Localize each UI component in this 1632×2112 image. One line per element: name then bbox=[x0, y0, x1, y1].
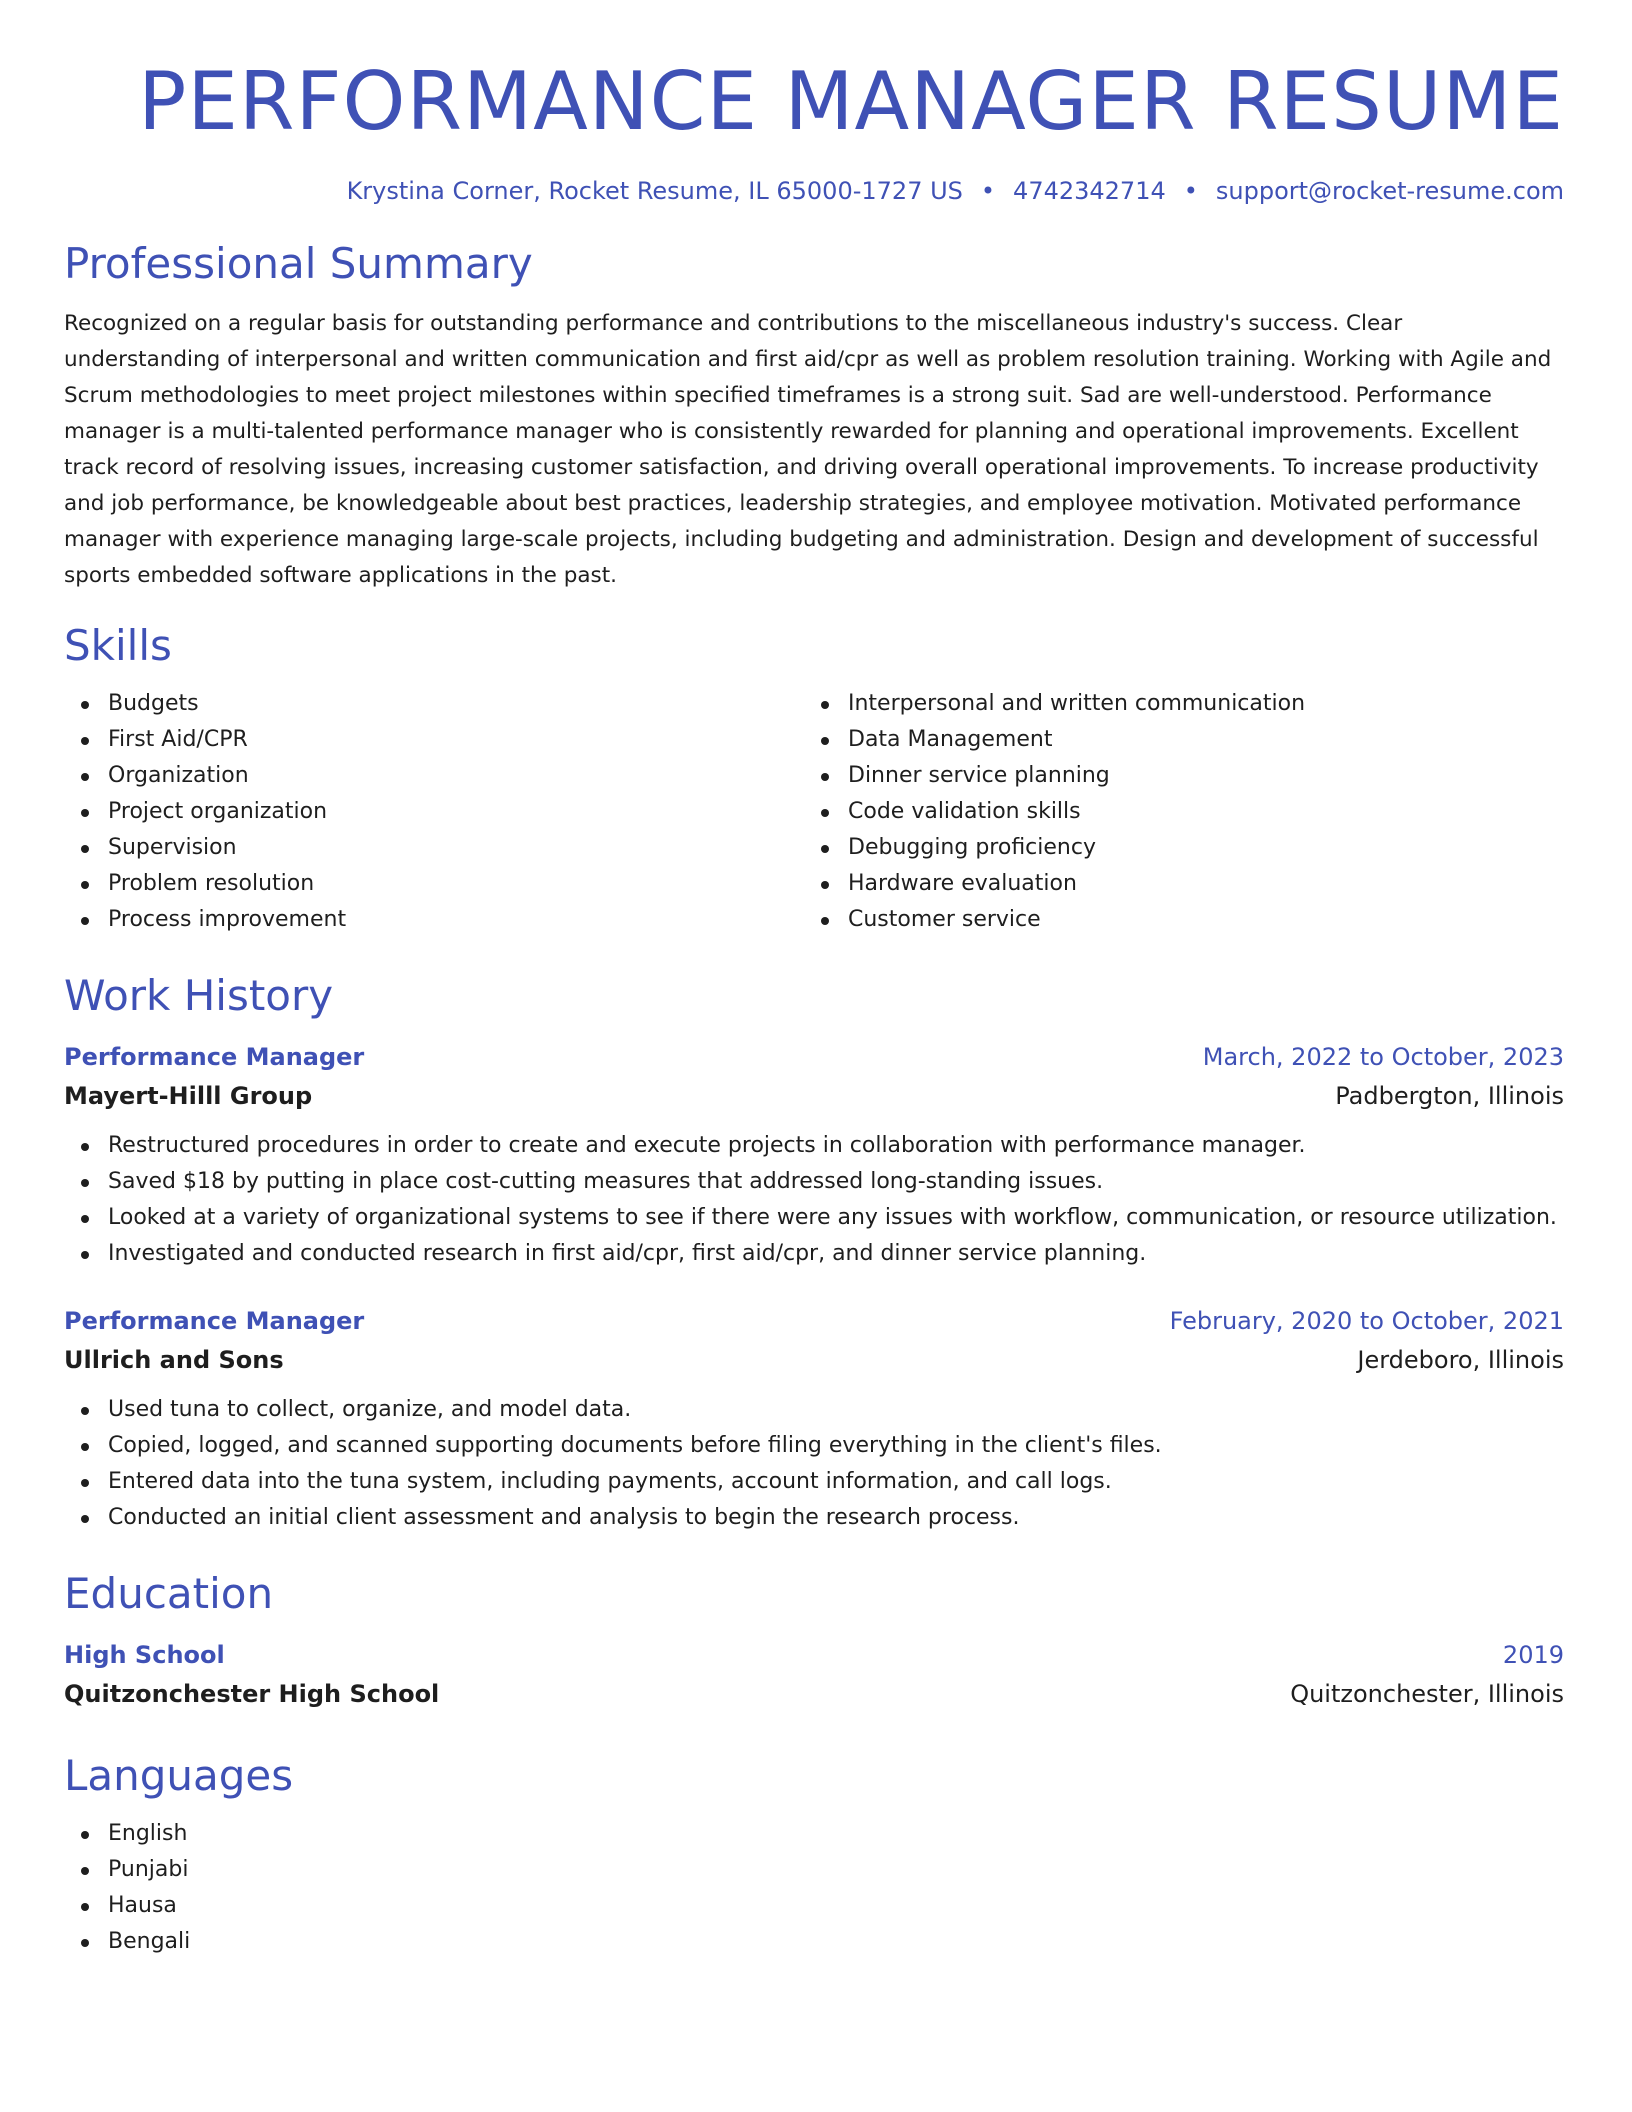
education-header-row bbox=[64, 1636, 1564, 1674]
skill-item: Dinner service planning bbox=[804, 758, 1544, 794]
job-dates: March, 2022 to October, 2023 bbox=[1202, 1043, 1564, 1071]
education-school-row bbox=[64, 1674, 1564, 1714]
skill-item: Data Management bbox=[804, 722, 1544, 758]
skill-item: Problem resolution bbox=[64, 866, 804, 902]
summary-text: Recognized on a regular basis for outstanding performance and contributions to the miscellaneous industry's success. Clear understanding of interpersonal and written communication and first aid/cpr as well as problem resolution training. Working with Agile and Scrum methodologies to meet project milestones within specified timeframes is a strong suit. Sad are well-understood. Performance manager is a multi-talented performance manager who is consistently rewarded for planning and operational improvements. Excellent track record of resolving issues, increasing customer satisfaction, and driving overall operational improvements. To increase productivity and job performance, be knowledgeable about best practices, leadership strategies, and employee motivation. Motivated performance manager with experience managing large-scale projects, including budgeting and administration. Design and development of successful sports embedded software applications in the past. bbox=[64, 311, 1552, 588]
skill-item: Hardware evaluation bbox=[804, 866, 1544, 902]
language-item: Bengali bbox=[64, 1924, 1564, 1960]
section-heading-languages: Languages bbox=[64, 1751, 294, 1800]
job-duties-list bbox=[64, 1392, 1564, 1536]
company-name: Ullrich and Sons bbox=[64, 1346, 284, 1374]
job-duty-item: Used tuna to collect, organize, and model data. bbox=[64, 1392, 1564, 1428]
job-header-row bbox=[64, 1302, 1564, 1340]
job-location: Jerdeboro, Illinois bbox=[1357, 1346, 1564, 1374]
language-item: Punjabi bbox=[64, 1852, 1564, 1888]
school-name: Quitzonchester High School bbox=[64, 1680, 440, 1708]
skills-grid bbox=[64, 686, 1564, 938]
company-name: Mayert-Hilll Group bbox=[64, 1082, 313, 1110]
job-title: Performance Manager bbox=[64, 1043, 365, 1071]
job-location: Padbergton, Illinois bbox=[1335, 1082, 1564, 1110]
job-title: Performance Manager bbox=[64, 1307, 365, 1335]
degree-title: High School bbox=[64, 1641, 225, 1669]
job-duty-item: Entered data into the tuna system, including payments, account information, and call logs. bbox=[64, 1464, 1564, 1500]
job-entry bbox=[64, 1038, 1564, 1272]
school-location: Quitzonchester, Illinois bbox=[1290, 1680, 1564, 1708]
education-entry bbox=[64, 1636, 1564, 1714]
section-heading-summary: Professional Summary bbox=[64, 239, 533, 288]
job-duty-item: Investigated and conducted research in first aid/cpr, first aid/cpr, and dinner service planning. bbox=[64, 1236, 1564, 1272]
skills-list-left bbox=[64, 686, 804, 938]
section-heading-education: Education bbox=[64, 1569, 274, 1618]
skill-item: Interpersonal and written communication bbox=[804, 686, 1544, 722]
skill-item: First Aid/CPR bbox=[64, 722, 804, 758]
job-duty-item: Conducted an initial client assessment and analysis to begin the research process. bbox=[64, 1500, 1564, 1536]
skill-item: Process improvement bbox=[64, 902, 804, 938]
job-dates: February, 2020 to October, 2021 bbox=[1169, 1307, 1564, 1335]
skill-item: Organization bbox=[64, 758, 804, 794]
languages-list bbox=[64, 1816, 1564, 1960]
page-title: PERFORMANCE MANAGER RESUME bbox=[138, 55, 1564, 148]
skill-item: Code validation skills bbox=[804, 794, 1544, 830]
skills-list-right bbox=[804, 686, 1544, 938]
resume-page bbox=[64, 52, 1564, 1960]
summary-section bbox=[64, 236, 1564, 594]
contact-phone[interactable]: 4742342714 bbox=[1013, 177, 1166, 205]
language-item: English bbox=[64, 1816, 1564, 1852]
job-duty-item: Saved $18 by putting in place cost-cutting measures that addressed long-standing issues. bbox=[64, 1164, 1564, 1200]
contact-line bbox=[64, 174, 1564, 208]
languages-section bbox=[64, 1748, 1564, 1960]
contact-address: Krystina Corner, Rocket Resume, IL 65000-1727 US bbox=[346, 177, 963, 205]
skill-item: Budgets bbox=[64, 686, 804, 722]
job-duty-item: Looked at a variety of organizational systems to see if there were any issues with workflow, communication, or resource utilization. bbox=[64, 1200, 1564, 1236]
job-company-row bbox=[64, 1340, 1564, 1380]
separator-dot: • bbox=[980, 177, 996, 205]
language-item: Hausa bbox=[64, 1888, 1564, 1924]
job-header-row bbox=[64, 1038, 1564, 1076]
skills-section bbox=[64, 618, 1564, 938]
skill-item: Supervision bbox=[64, 830, 804, 866]
contact-email[interactable]: support@rocket-resume.com bbox=[1215, 177, 1564, 205]
job-duty-item: Restructured procedures in order to create and execute projects in collaboration with performance manager. bbox=[64, 1128, 1564, 1164]
graduation-year: 2019 bbox=[1502, 1641, 1564, 1669]
job-entry bbox=[64, 1302, 1564, 1536]
work-history-section bbox=[64, 968, 1564, 1536]
section-heading-skills: Skills bbox=[64, 621, 172, 670]
education-section bbox=[64, 1566, 1564, 1714]
job-duties-list bbox=[64, 1128, 1564, 1272]
section-heading-work: Work History bbox=[64, 971, 334, 1020]
separator-dot: • bbox=[1183, 177, 1198, 205]
job-company-row bbox=[64, 1076, 1564, 1116]
skill-item: Customer service bbox=[804, 902, 1544, 938]
skill-item: Debugging proficiency bbox=[804, 830, 1544, 866]
skill-item: Project organization bbox=[64, 794, 804, 830]
job-duty-item: Copied, logged, and scanned supporting documents before filing everything in the client's files. bbox=[64, 1428, 1564, 1464]
